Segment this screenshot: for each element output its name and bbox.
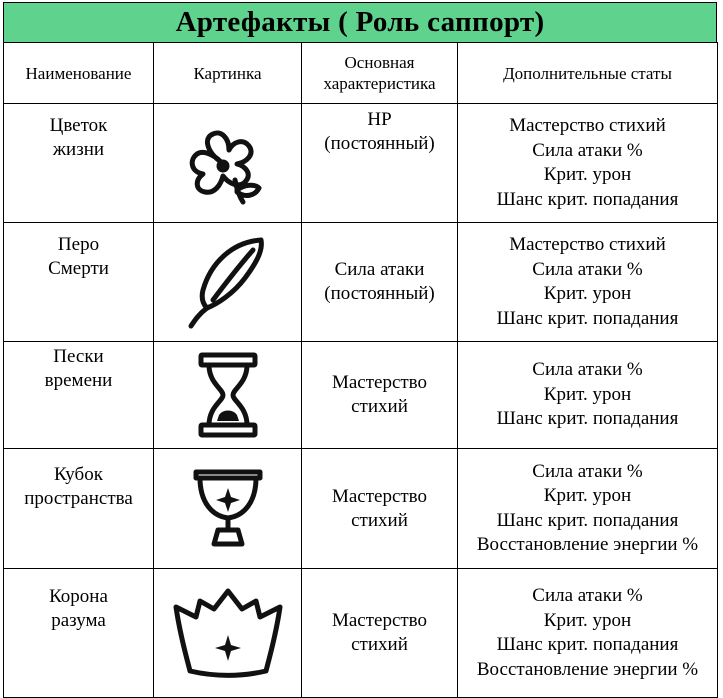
name-line: Смерти xyxy=(48,258,109,279)
name-line: Цветок xyxy=(49,115,108,136)
table-row xyxy=(4,104,718,223)
sub-stat: Крит. урон xyxy=(543,383,632,405)
table-row xyxy=(4,569,718,698)
name-line: времени xyxy=(44,370,113,391)
artifacts-sheet xyxy=(3,2,717,698)
artifact-name xyxy=(4,342,154,449)
artifact-name xyxy=(4,223,154,342)
flower-icon xyxy=(173,118,283,208)
table-row xyxy=(4,449,718,569)
name-line: разума xyxy=(51,610,106,631)
artifact-name xyxy=(4,104,154,223)
header-sub-stats: Дополнительные статы xyxy=(458,43,718,104)
sub-stat: Мастерство стихий xyxy=(509,234,666,255)
name-line: Пески xyxy=(53,346,104,367)
hourglass-icon xyxy=(193,349,263,441)
sub-stats-cell xyxy=(458,569,718,698)
artifact-picture xyxy=(154,449,302,569)
artifacts-table xyxy=(3,42,718,698)
main-stat-line: стихий xyxy=(351,396,408,417)
main-stat-cell xyxy=(302,223,458,342)
table-row xyxy=(4,223,718,342)
sub-stat: Сила атаки % xyxy=(532,359,643,381)
sub-stat: Шанс крит. попадания xyxy=(496,408,679,430)
main-stat-line: стихий xyxy=(351,634,408,655)
header-main-stat xyxy=(302,43,458,104)
main-stat-line: стихий xyxy=(351,509,408,531)
main-stat-cell xyxy=(302,104,458,223)
sub-stat: Мастерство стихий xyxy=(509,115,666,136)
main-stat-line: HP xyxy=(367,109,392,130)
sub-stat: Сила атаки % xyxy=(532,460,643,482)
artifact-picture xyxy=(154,104,302,223)
main-stat-line: (постоянный) xyxy=(324,283,435,304)
header-row xyxy=(4,43,718,104)
page-title: Артефакты ( Роль саппорт) xyxy=(3,2,717,42)
main-stat-cell xyxy=(302,342,458,449)
goblet-icon xyxy=(188,464,268,554)
crown-icon xyxy=(170,585,286,681)
sub-stat: Сила атаки % xyxy=(532,139,643,161)
name-line: жизни xyxy=(52,139,105,160)
name-line: пространства xyxy=(24,488,133,509)
sub-stats-cell xyxy=(458,104,718,223)
sub-stat: Восстановление энергии % xyxy=(476,658,699,680)
sub-stats-cell xyxy=(458,342,718,449)
sub-stat: Шанс крит. попадания xyxy=(496,634,679,655)
artifact-picture xyxy=(154,569,302,698)
sub-stat: Крит. урон xyxy=(543,283,632,304)
main-stat-line: Мастерство xyxy=(331,485,428,507)
sub-stat: Крит. урон xyxy=(543,485,632,506)
name-line: Перо xyxy=(57,234,100,255)
main-stat-line: Сила атаки xyxy=(334,259,425,280)
sub-stat: Восстановление энергии % xyxy=(476,534,699,555)
name-line: Корона xyxy=(49,586,108,607)
main-stat-cell xyxy=(302,569,458,698)
artifact-picture xyxy=(154,342,302,449)
header-main-stat-line: Основная xyxy=(344,53,415,72)
sub-stat: Сила атаки % xyxy=(532,585,643,606)
header-main-stat-line: характеристика xyxy=(323,74,436,93)
sub-stat: Сила атаки % xyxy=(532,258,643,280)
sub-stat: Шанс крит. попадания xyxy=(496,188,679,210)
header-picture: Картинка xyxy=(154,43,302,104)
main-stat-cell xyxy=(302,449,458,569)
table-row xyxy=(4,342,718,449)
artifact-name xyxy=(4,569,154,698)
main-stat-line: (постоянный) xyxy=(324,133,435,154)
sub-stat: Крит. урон xyxy=(543,164,632,185)
sub-stats-cell xyxy=(458,223,718,342)
name-line: Кубок xyxy=(54,464,103,485)
main-stat-line: Мастерство xyxy=(331,372,428,393)
sub-stat: Крит. урон xyxy=(543,609,632,631)
feather-icon xyxy=(173,232,283,332)
artifact-name xyxy=(4,449,154,569)
sub-stat: Шанс крит. попадания xyxy=(496,509,679,531)
sub-stats-cell xyxy=(458,449,718,569)
sub-stat: Шанс крит. попадания xyxy=(496,307,679,329)
main-stat-line: Мастерство xyxy=(331,610,428,631)
artifact-picture xyxy=(154,223,302,342)
header-name: Наименование xyxy=(4,43,154,104)
